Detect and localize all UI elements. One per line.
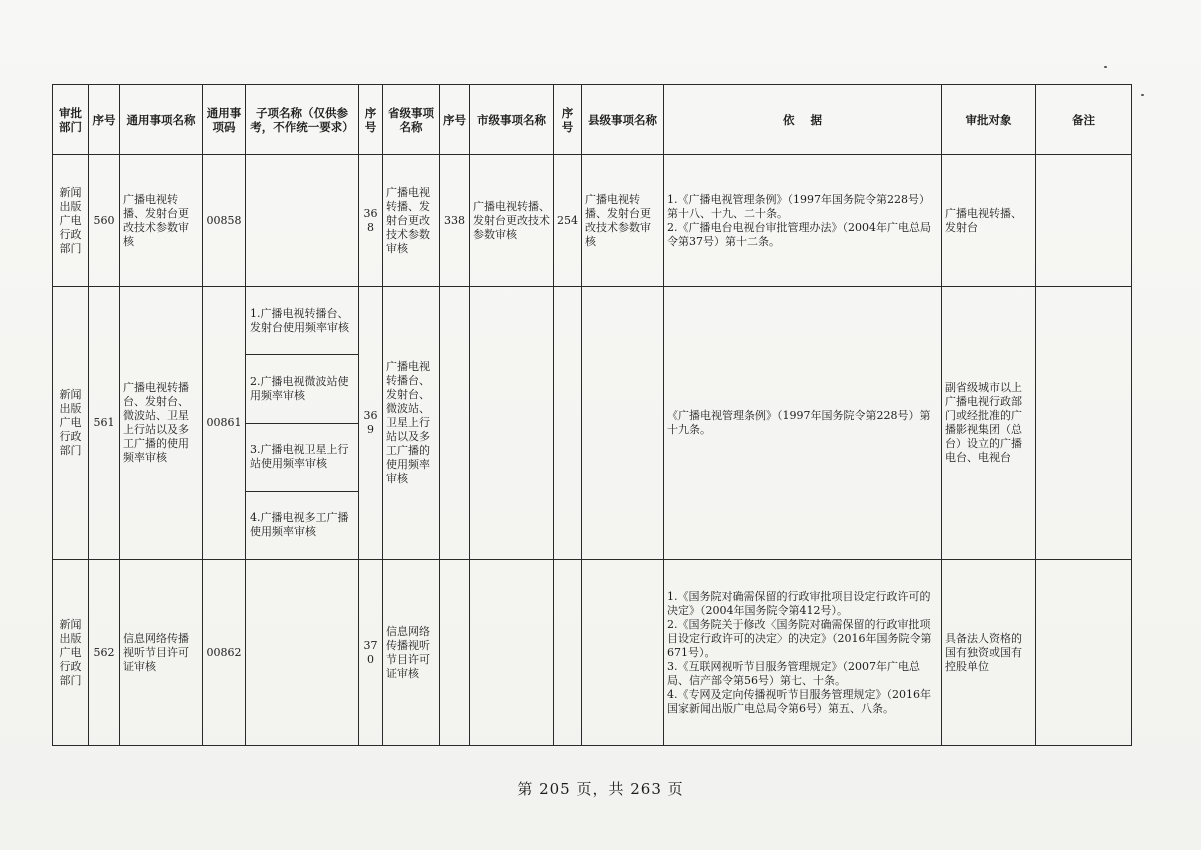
sub-item: 2.广播电视微波站使用频率审核 — [246, 355, 358, 423]
cell-item-code: 00861 — [203, 287, 246, 560]
cell-seq-prov: 370 — [359, 560, 383, 746]
scan-speck — [1104, 66, 1107, 68]
cell-sub-name — [246, 287, 359, 560]
cell-seq-county — [554, 560, 582, 746]
cell-prov-name: 广播电视转播、发射台更改技术参数审核 — [383, 155, 440, 287]
basis-line: 4.《专网及定向传播视听节目服务管理规定》（2016年国家新闻出版广电总局令第6号）第五、八条。 — [667, 687, 931, 715]
header-dept: 审批部门 — [53, 85, 89, 155]
sub-item: 3.广播电视卫星上行站使用频率审核 — [246, 424, 358, 492]
approval-table-wrapper — [52, 84, 1131, 745]
cell-county-name — [582, 560, 664, 746]
sub-item: 1.广播电视转播台、发射台使用频率审核 — [246, 287, 358, 355]
table-row — [53, 560, 1132, 746]
cell-item-code: 00858 — [203, 155, 246, 287]
cell-basis — [664, 155, 942, 287]
cell-item-code: 00862 — [203, 560, 246, 746]
header-basis: 依 据 — [664, 85, 942, 155]
cell-dept: 新闻出版广电行政部门 — [53, 560, 89, 746]
basis-line: 1.《国务院对确需保留的行政审批项目设定行政许可的决定》（2004年国务院令第412号）。 — [667, 589, 931, 617]
cell-sub-name — [246, 155, 359, 287]
cell-city-name — [470, 287, 554, 560]
header-remark: 备注 — [1036, 85, 1132, 155]
header-seq-prov: 序号 — [359, 85, 383, 155]
sub-item-list — [246, 287, 358, 559]
cell-target: 广播电视转播、发射台 — [942, 155, 1036, 287]
cell-seq-prov: 369 — [359, 287, 383, 560]
header-target: 审批对象 — [942, 85, 1036, 155]
table-row — [53, 155, 1132, 287]
cell-item-name: 信息网络传播视听节目许可证审核 — [120, 560, 203, 746]
cell-seq: 562 — [89, 560, 120, 746]
basis-line: 3.《互联网视听节目服务管理规定》（2007年广电总局、信产部令第56号）第七、十条。 — [667, 659, 920, 687]
cell-seq: 560 — [89, 155, 120, 287]
cell-basis — [664, 560, 942, 746]
cell-remark — [1036, 155, 1132, 287]
cell-dept: 新闻出版广电行政部门 — [53, 155, 89, 287]
basis-line: 2.《国务院关于修改〈国务院对确需保留的行政审批项目设定行政许可的决定〉的决定》（2016年国务院令第671号）。 — [667, 617, 932, 659]
cell-seq-city — [440, 287, 470, 560]
page-number-footer: 第 205 页，共 263 页 — [517, 780, 684, 798]
cell-seq-county: 254 — [554, 155, 582, 287]
header-city-name: 市级事项名称 — [470, 85, 554, 155]
header-seq-city: 序号 — [440, 85, 470, 155]
cell-item-name: 广播电视转播、发射台更改技术参数审核 — [120, 155, 203, 287]
cell-seq-city: 338 — [440, 155, 470, 287]
sub-item: 4.广播电视多工广播使用频率审核 — [250, 511, 349, 539]
cell-dept: 新闻出版广电行政部门 — [53, 287, 89, 560]
basis-line: 2.《广播电台电视台审批管理办法》（2004年广电总局令第37号）第十二条。 — [667, 220, 931, 248]
cell-seq-city — [440, 560, 470, 746]
cell-prov-name: 广播电视转播台、发射台、微波站、卫星上行站以及多工广播的使用频率审核 — [383, 287, 440, 560]
cell-remark — [1036, 560, 1132, 746]
cell-city-name: 广播电视转播、发射台更改技术参数审核 — [470, 155, 554, 287]
cell-county-name: 广播电视转播、发射台更改技术参数审核 — [582, 155, 664, 287]
cell-target: 副省级城市以上广播电视行政部门或经批准的广播影视集团（总台）设立的广播电台、电视台 — [942, 287, 1036, 560]
cell-seq-prov: 368 — [359, 155, 383, 287]
header-county-name: 县级事项名称 — [582, 85, 664, 155]
header-prov-name: 省级事项名称 — [383, 85, 440, 155]
cell-target: 具备法人资格的国有独资或国有控股单位 — [942, 560, 1036, 746]
approval-table — [52, 84, 1132, 746]
cell-seq-county — [554, 287, 582, 560]
header-item-code: 通用事项码 — [203, 85, 246, 155]
cell-county-name — [582, 287, 664, 560]
cell-item-name: 广播电视转播台、发射台、微波站、卫星上行站以及多工广播的使用频率审核 — [120, 287, 203, 560]
header-row — [53, 85, 1132, 155]
cell-sub-name — [246, 560, 359, 746]
basis-line: 《广播电视管理条例》（1997年国务院令第228号）第十九条。 — [667, 409, 931, 436]
header-seq: 序号 — [89, 85, 120, 155]
header-sub-name: 子项名称（仅供参考，不作统一要求） — [246, 85, 359, 155]
table-row — [53, 287, 1132, 560]
scan-speck — [1141, 94, 1144, 96]
cell-basis — [664, 287, 942, 560]
basis-line: 1.《广播电视管理条例》（1997年国务院令第228号）第十八、十九、二十条。 — [667, 192, 930, 220]
cell-seq: 561 — [89, 287, 120, 560]
header-seq-county: 序号 — [554, 85, 582, 155]
cell-prov-name: 信息网络传播视听节目许可证审核 — [383, 560, 440, 746]
cell-remark — [1036, 287, 1132, 560]
cell-city-name — [470, 560, 554, 746]
header-item-name: 通用事项名称 — [120, 85, 203, 155]
